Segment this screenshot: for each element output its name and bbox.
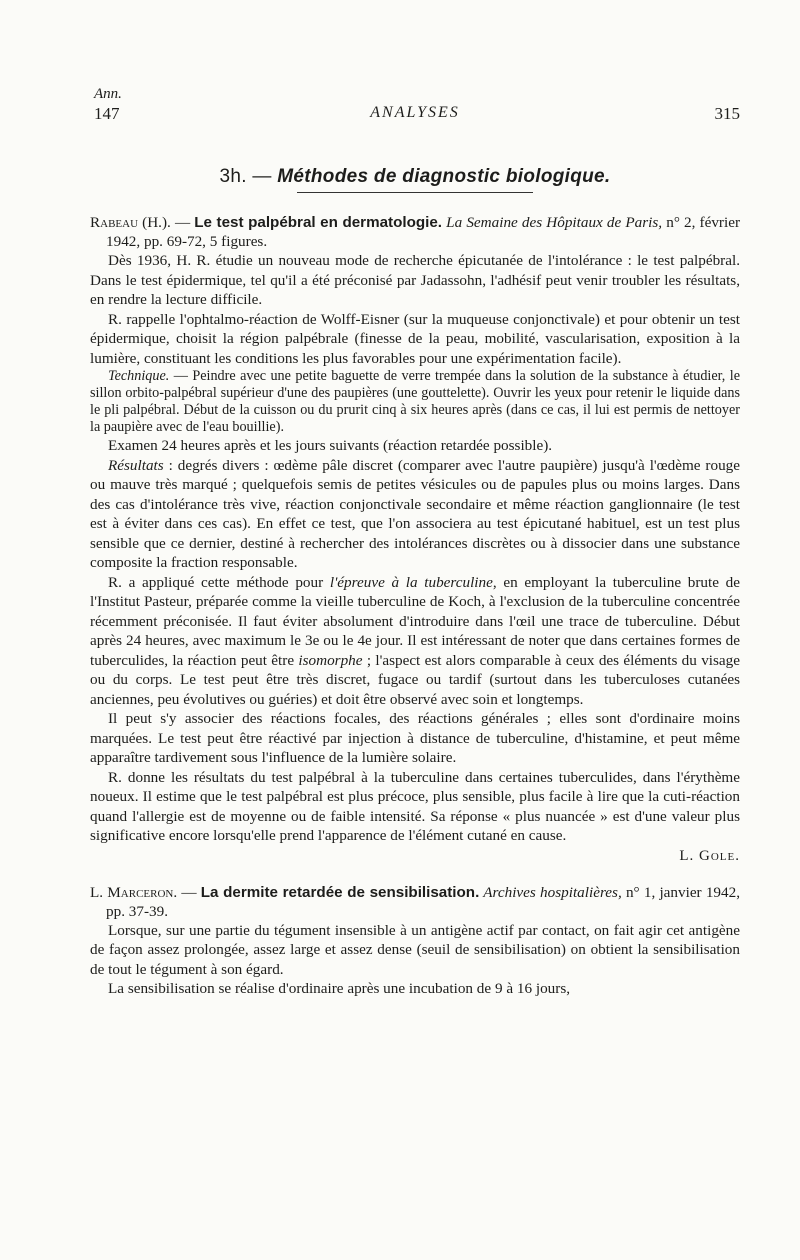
- article2-dash: —: [177, 883, 201, 901]
- running-header: [90, 80, 740, 128]
- p5-emphasis-isomorphe: isomorphe: [298, 651, 363, 669]
- p5-part-a: R. a appliqué cette méthode pour: [108, 573, 330, 591]
- technique-label: Technique.: [108, 368, 170, 384]
- section-rule: [297, 192, 533, 193]
- results-label: Résultats: [108, 456, 164, 474]
- header-volume: 147: [94, 104, 120, 123]
- article1-paragraph-6: Il peut s'y associer des réactions focales, des réactions générales ; elles sont d'ordinaire moins marquées. Le test peut être réactivé par injection à distance de tuberculine, d'histamine, et peut même apparaître tardivement sous l'influence de la lumière solaire.: [90, 710, 740, 766]
- article1-signature: L. Gole.: [679, 847, 740, 864]
- article1-results: [90, 456, 740, 573]
- article2-paragraph-2: La sensibilisation se réalise d'ordinaire après une incubation de 9 à 16 jours,: [108, 980, 571, 997]
- p5-emphasis-tuberculine: l'épreuve à la tuberculine: [329, 573, 493, 591]
- page-number: 315: [714, 104, 740, 123]
- header-annotation: Ann.: [94, 86, 122, 102]
- article1-technique: [90, 368, 740, 436]
- article1-paragraph-5: [90, 573, 740, 710]
- article1-author: Rabeau (H.).: [90, 214, 171, 231]
- technique-text: — Peindre avec une petite baguette de verre trempée dans la solution de la substance à étudier, le sillon orbito-palpébral supérieur d'une des paupières (une gouttelette). Ouvrir les yeux pour retenir le liquide dans le pli palpébral. Début de la cuisson ou du prurit cinq à six heures après (dans ce cas, il lui est permis de nettoyer la paupière avec de l'eau bouillie).: [90, 368, 740, 435]
- article1-paragraph-1: Dès 1936, H. R. étudie un nouveau mode de recherche épicutanée de l'intolérance : le test palpébral. Dans le test épidermique, tel qu'il a été préconisé par Jadassohn, l'adhésif peut venir troubler les résultats, en rendre la lecture difficile.: [90, 252, 740, 308]
- section-heading: [90, 166, 740, 188]
- article1-journal: La Semaine des Hôpitaux de Paris,: [442, 214, 663, 231]
- article1-examen: Examen 24 heures après et les jours suivants (réaction retardée possible).: [108, 437, 553, 454]
- article1-ref: n° 2, février 1942, pp. 69-72, 5 figures.: [106, 214, 740, 250]
- article1-title: Le test palpébral en dermatologie.: [194, 214, 443, 231]
- section-title: Méthodes de diagnostic biologique.: [277, 166, 611, 187]
- p5-part-e: ; l'aspect est alors comparable à ceux des éléments du visage ou du corps. Le test peut être très discret, fugace ou tardif (surtout dans les tuberculoses cutanées anciennes, peu évolutives ou guéries) et doit être observé avec soin et longtemps.: [90, 651, 740, 708]
- article1-paragraph-2: R. rappelle l'ophtalmo-réaction de Wolff-Eisner (sur la muqueuse conjonctivale) et pour obtenir un test épidermique, choisit la région palpébrale (finesse de la peau, mobilité, vascularisation, exposition à la lumière, constituant les conditions les plus favorables pour une expérimentation facile).: [90, 310, 740, 367]
- document-page: [90, 80, 740, 999]
- article1-reference: [90, 213, 740, 251]
- header-title: ANALYSES: [370, 104, 460, 121]
- section-number: 3h. —: [219, 166, 272, 187]
- results-text: : degrés divers : œdème pâle discret (comparer avec l'autre paupière) jusqu'à l'œdème rouge ou mauve très marqué ; quelquefois semis de petites vésicules ou de papules plus ou moins larges. Dans des cas d'intolérance très vive, réaction conjonctivale secondaire et même réaction ganglionnaire (le test est à éviter dans ces cas). En effet ce test, que l'on associera au test épicutané habituel, est un test plus sensible que ce dernier, destiné à rechercher des intolérances discrètes ou à dissocier dans une substance composite la fraction responsable.: [90, 456, 740, 571]
- article1-technique-block: [90, 368, 740, 436]
- article1-paragraph-7: R. donne les résultats du test palpébral à la tuberculine dans certaines tuberculides, dans l'érythème noueux. Il estime que le test palpébral est plus précoce, plus sensible, plus facile à lire que la cuti-réaction quand l'allergie est de moyenne ou de faible intensité. Sa réponse « plus nuancée » est d'une valeur plus significative encore lorsqu'elle prend l'apparence de l'élément cutané en cause.: [90, 768, 740, 844]
- article2-reference: [90, 883, 740, 921]
- p5-part-c: , en employant la tuberculine brute de l'Institut Pasteur, préparée comme la vieille tuberculine de Koch, à l'exclusion de la tuberculine concentrée récemment préconisée. Il faut éviter absolument d'introduire dans l'œil une trace de tuberculine. Début après 24 heures, avec maximum le 3e ou le 4e jour. Il est intéressant de noter que dans certaines formes de tuberculides, la réaction peut être: [90, 573, 740, 669]
- article2-title: La dermite retardée de sensibilisation.: [200, 883, 480, 901]
- article2-journal: Archives hospitalières,: [479, 883, 622, 901]
- article2-paragraph-1: Lorsque, sur une partie du tégument insensible à un antigène actif par contact, on fait agir cet antigène de façon assez prolongée, assez large et assez dense (seuil de sensibilisation) on obtient la sensibilisation de tout le tégument à son égard.: [90, 921, 740, 978]
- article2-author: L. Marceron.: [90, 883, 178, 901]
- article2-ref: n° 1, janvier 1942, pp. 37-39.: [106, 883, 741, 920]
- article1-dash: —: [170, 214, 195, 231]
